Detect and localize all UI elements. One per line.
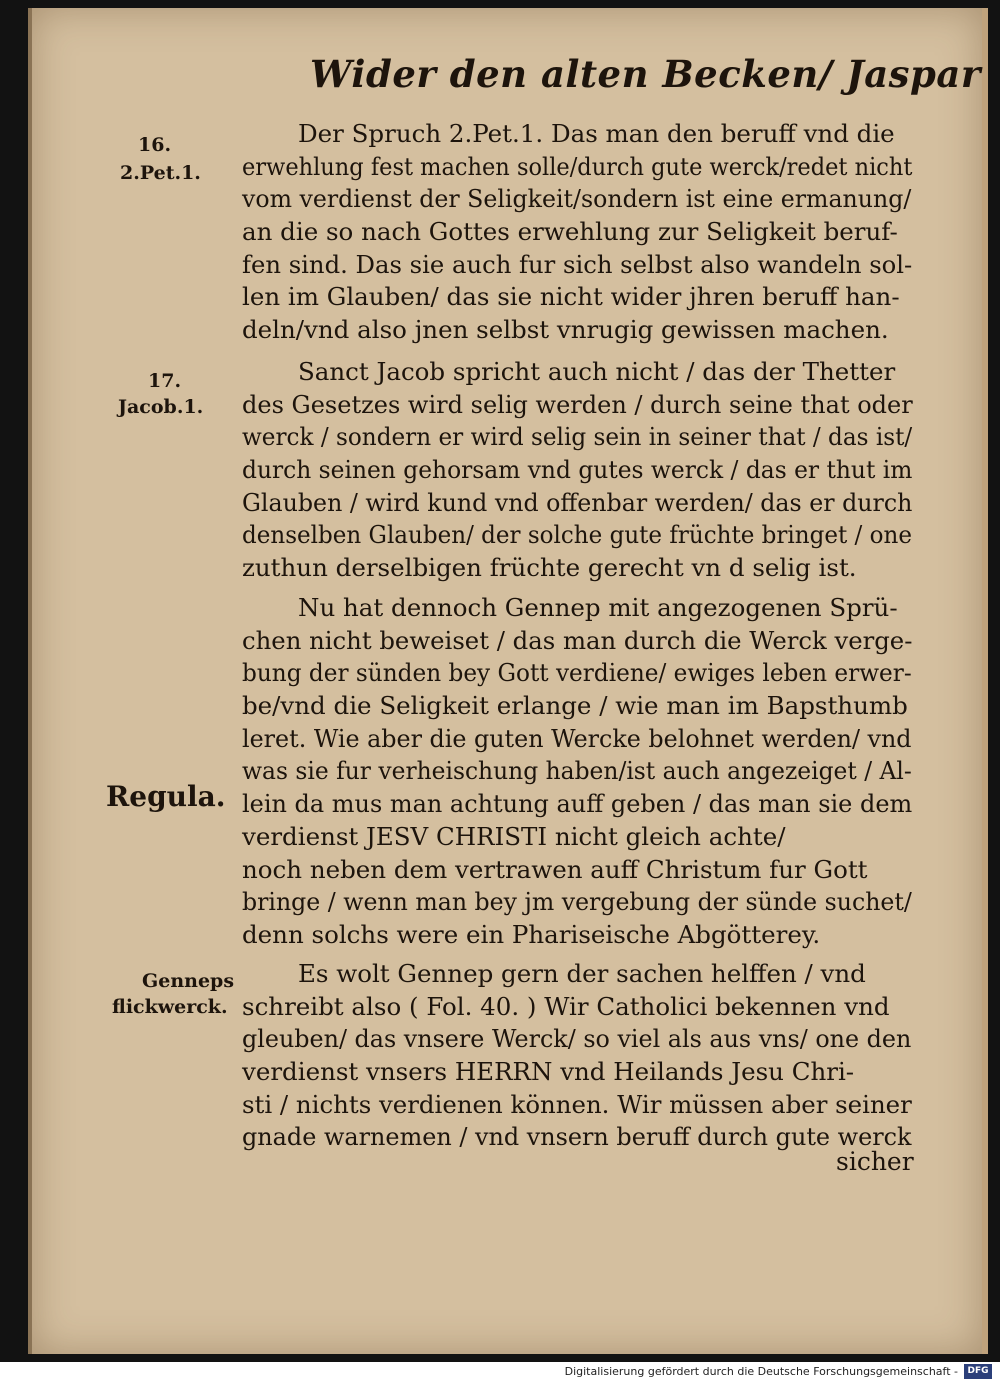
- text-line: vom verdienst der Seligkeit/sondern ist eine ermanung/: [242, 184, 912, 214]
- text-line: gnade warnemen / vnd vnsern beruff durch gute werck: [242, 1122, 912, 1152]
- margin-note-jacob: Jacob.1.: [118, 396, 204, 418]
- text-line: leret. Wie aber die guten Wercke belohnet werden/ vnd: [242, 723, 912, 753]
- paragraph-1: [242, 118, 912, 347]
- footer-bar: [0, 1362, 1000, 1382]
- footer-credit: Digitalisierung gefördert durch die Deutsche Forschungsgemeinschaft -: [564, 1365, 958, 1378]
- text-line: deln/vnd also jnen selbst vnrugig gewissen machen.: [242, 315, 889, 345]
- text-line: des Gesetzes wird selig werden / durch seine that oder: [242, 389, 913, 419]
- paragraph-2: [242, 356, 912, 585]
- text-line: bung der sünden bey Gott verdiene/ ewiges leben erwer-: [242, 658, 912, 688]
- dfg-logo: DFG: [964, 1364, 992, 1379]
- text-line: bringe / wenn man bey jm vergebung der sünde suchet/: [242, 887, 912, 917]
- text-line: verdienst vnsers HERRN vnd Heilands Jesu Chri-: [242, 1057, 855, 1087]
- text-line: gleuben/ das vnsere Werck/ so viel als aus vns/ one den: [242, 1024, 912, 1054]
- running-head: Wider den alten Becken/ Jaspar: [310, 52, 981, 96]
- text-line: Glauben / wird kund vnd offenbar werden/ das er durch: [242, 487, 913, 517]
- text-line: noch neben dem vertrawen auff Christum fur Gott: [242, 854, 868, 884]
- text-line: zuthun derselbigen früchte gerecht vn d selig ist.: [242, 553, 857, 583]
- text-line: sti / nichts verdienen können. Wir müssen aber seiner: [242, 1089, 912, 1119]
- text-line: verdienst JESV CHRISTI nicht gleich achte/: [242, 821, 786, 851]
- text-line: Sanct Jacob spricht auch nicht / das der Thetter: [298, 357, 896, 386]
- margin-note-genneps: Genneps: [142, 970, 235, 992]
- text-line: be/vnd die Seligkeit erlange / wie man im Bapsthumb: [242, 691, 908, 721]
- text-line: Es wolt Gennep gern der sachen helffen / vnd: [298, 959, 866, 988]
- text-line: an die so nach Gottes erwehlung zur Seligkeit beruf-: [242, 217, 898, 247]
- text-line: Der Spruch 2.Pet.1. Das man den beruff vnd die: [298, 119, 895, 148]
- catchword: sicher: [836, 1147, 914, 1176]
- text-line: chen nicht beweiset / das man durch die Werck verge-: [242, 625, 913, 655]
- text-line: fen sind. Das sie auch fur sich selbst also wandeln sol-: [242, 249, 913, 279]
- paragraph-3: [242, 592, 912, 952]
- text-line: Nu hat dennoch Gennep mit angezogenen Sprü-: [298, 593, 898, 622]
- text-line: erwehlung fest machen solle/durch gute werck/redet nicht: [242, 151, 913, 181]
- margin-note-flickwerck: flickwerck.: [112, 996, 228, 1018]
- text-line: denn solchs were ein Phariseische Abgötterey.: [242, 919, 821, 949]
- text-line: schreibt also ( Fol. 40. ) Wir Catholici bekennen vnd: [242, 991, 890, 1021]
- margin-note-17: 17.: [148, 370, 182, 392]
- margin-note-16: 16.: [138, 134, 172, 156]
- margin-note-regula: Regula.: [106, 780, 226, 813]
- text-line: len im Glauben/ das sie nicht wider jhren beruff han-: [242, 282, 900, 312]
- margin-note-pet: 2.Pet.1.: [120, 162, 201, 184]
- text-line: lein da mus man achtung auff geben / das man sie dem: [242, 789, 913, 819]
- text-line: durch seinen gehorsam vnd gutes werck / das er thut im: [242, 455, 913, 485]
- text-line: werck / sondern er wird selig sein in seiner that / das ist/: [242, 422, 913, 452]
- text-line: was sie fur verheischung haben/ist auch angezeiget / Al-: [242, 756, 912, 786]
- paragraph-4: [242, 958, 912, 1154]
- text-line: denselben Glauben/ der solche gute früchte bringet / one: [242, 520, 912, 550]
